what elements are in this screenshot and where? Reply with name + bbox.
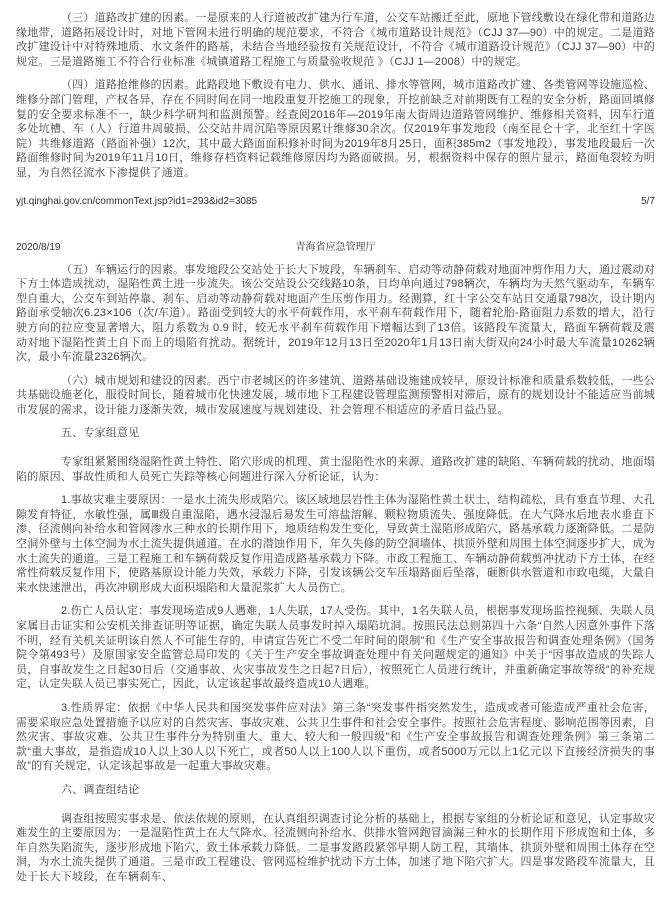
- paragraph-main-causes: 1.事故灾难主要原因：一是水土流失形成陷穴。该区域地层岩性主体为湿陷性黄土状土，结构疏松，具有垂直节理、大孔隙发育特征，水敏性强，属Ⅲ级自重湿陷，遇水浸湿后易发生可溶盐溶解、颗粒物质流失、强度降低。在大气降水后地表水垂直下渗、径流侧向补给水和管网渗水三种水的长期作用下，地质结构发生变化，导致黄土湿陷形成陷穴，路基承载力逐渐降低。二是防空洞外壁与土体空洞为水土流失提供通道。在水的潜蚀作用下，年久失修的防空洞墙体、拱顶外壁和周围土体空洞逐步扩大，成为水土流失的通道。三是工程施工和车辆荷载反复作用造成路基承载力下降。市政工程施工、车辆动静荷载剪冲扰动下方土体，在经常性荷载反复作用下，使路基原设计能力失效，承载力下降，引发该辆公交车压塌路面后坠落，砸断供水管道和市政电缆，大量自来水快速泄出，再次冲刷形成大面积塌陷和大量泥浆扩大人员伤亡。: [16, 494, 655, 594]
- source-url-text: yjt.qinghai.gov.cn/commonText.jsp?id1=293&id2=3085: [16, 195, 258, 207]
- paragraph-road-repair-factors: （四）道路抢维修的因素。此路段地下敷设有电力、供水、通讯、排水等管网，城市道路改扩建、各类管网等设施巡检、维修分部门管理，产权各异，存在不同时间在同一地段重复开挖施工的现象，开挖前缺乏对前期既有工程的安全分析，路面回填修复的安全要求标准不一，缺少科学研判和监测预警。经查阅2016年—2019年南大街周边道路管网维护、维修相关资料，因车行道多处坑槽、车（人）行道井周破损、公交站井周沉陷等原因累计维修30余次。仅2019年事发地段（南至昆仑十字，北至红十字医院）共维修道路（路面补强）12次，其中最大路面面积修补时间为2019年8月25日，面积385m2（事发地段），事发地段最后一次路面维修时间为2019年11月10日，维修存档资料记载维修原因均为路面破损。另，根据资料中保存的照片显示，路面龟裂较为明显，为自然径流水下渗提供了通道。: [16, 79, 655, 179]
- page-number: 5/7: [641, 195, 655, 207]
- paragraph-nature-definition: 3.性质界定：依据《中华人民共和国突发事件应对法》第三条“突发事件指突然发生，造成或者可能造成严重社会危害，需要采取应急处置措施予以应对的自然灾害、事故灾难、公共卫生事件和社会安全事件。按照社会危害程度、影响范围等因素，自然灾害、事故灾难、公共卫生事件分为特别重大、重大、较大和一般四级”和《生产安全事故报告和调查处理条例》第三条第二款“重大事故，是指造成10人以上30人以下死亡，或者50人以上100人以下重伤，或者5000万元以上1亿元以下直接经济损失的事故”的有关规定，认定该起事故是一起重大事故灾难。: [16, 701, 655, 773]
- paragraph-urban-planning-factors: （六）城市规划和建设的因素。西宁市老城区的许多建筑、道路基础设施建成较早，原设计标准和质量系数较低，一些公共基础设施老化，服役时间长，随着城市化快速发展，城市地下工程建设管理监测预警相对滞后，原有的规划设计不能适应当前城市发展的需求，设计能力逐渐失效，城市发展速度与规划建设、社会管理不相适应的矛盾日益凸显。: [16, 374, 655, 416]
- section-heading-expert-opinion: 五、专家组意见: [61, 427, 140, 440]
- paragraph-conclusion: 调查组按照实事求是、依法依规的原则，在认真组织调查讨论分析的基础上，根据专家组的分析论证和意见，认定事故灾难发生的主要原因为：一是湿陷性黄土在大气降水、径流侧向补给水、供排水管网跑冒滴漏三种水的长期作用下形成饱和土体，多年自然失陷流失，逐步形成地下陷穴，致土体承载力降低。二是事发路段紧邻早期人防工程，其墙体、拱顶外壁和周围土体存在空洞，为水土流失提供了通道。三是市政工程建设、管网巡检维护扰动下方土体，加速了地下陷穴扩大。四是事发路段车流量大，且处于长大下坡段，在车辆刹车、: [16, 812, 655, 883]
- section-heading-investigation-conclusion: 六、调查组结论: [61, 783, 140, 796]
- print-page-footer: [16, 195, 655, 208]
- paragraph-vehicle-operation-factors: （五）车辆运行的因素。事发地段公交站处于长大下坡段，车辆刹车、启动等动静荷载对地面冲剪作用力大，通过震动对下方土体造成扰动，湿陷性黄土进一步流失。该公交站设公交线路10条，日均单向通过798辆次，车辆均为天然气驱动车，车辆车型自重大，公交车到站停靠、刹车、启动等动静荷载对地面产生压剪作用力。经测算，红十字公交车站日交通量798次，设计期内路面承受轴次6.23×106（次/车道）。路面受到较大的水平荷载作用，水平刹车荷载作用下，随着轮胎-路面阻力系数的增大，沿行驶方向的拉应变显著增大，阻力系数为 0.9 时，较无水平刹车荷载作用下增幅达到了13倍。该路段车流量大，路面车辆荷载及震动对地下湿陷性黄土自下而上的塌陷有扰动。据统计，2019年12月13日至2020年1月13日南大街双向24小时最大车流量10262辆次，最小车流量2326辆次。: [16, 263, 655, 364]
- print-date: 2020/8/19: [16, 241, 61, 253]
- paragraph-expert-intro: 专家组紧紧围绕湿陷性黄土特性、陷穴形成的机理、黄土湿陷性水的来源、道路改扩建的缺陷、车辆荷载的扰动、地面塌陷的原因、事故性质和人员死亡失踪等核心问题进行深入分析论证，认为：: [16, 456, 655, 483]
- paragraph-road-expansion-factors: （三）道路改扩建的因素。一是原来的人行道被改扩建为行车道，公交车站搬迁至此，原地下管线敷设在绿化带和道路边缘地带，道路拓展设计时，对地下管网未进行明确的规范要求，不符合《城市道路设计规范》（CJJ 37—90）中的规定。二是道路改扩建设计中对特殊地质、水文条件的路基，未结合当地经验按有关规范设计，不符合《城市道路设计规范》（CJJ 37—90）中的规定。三是道路施工不符合行业标准《城镇道路工程施工与质量验收规范 》（CJJ 1—2008）中的规定。: [16, 12, 655, 68]
- paragraph-casualty-determination: 2.伤亡人员认定：事发现场造成9人遇难，1人失联，17人受伤。其中，1名失联人员，根据事发现场监控视频、失联人员家属目击证实和公安机关排查证明等证据，确定失联人员事发时掉入塌陷坑洞。按照民法总则第四十六条“自然人因意外事件下落不明，经有关机关证明该自然人不可能生存的，申请宣告死亡不受二年时间的限制”和《生产安全事故报告和调查处理条例》（国务院令第493号）及原国家安全监管总局印发的《关于生产安全事故调查处理中有关问题规定的通知》中关于“因事故造成的失踪人员，自事故发生之日起30日后（交通事故、火灾事故发生之日起7日后），按照死亡人员进行统计，并重新确定事故等级”的补充规定，认定失联人员已事实死亡，因此，认定该起事故最终造成10人遇难。: [16, 605, 655, 691]
- document-header-title: 青海省应急管理厅: [295, 241, 376, 253]
- print-page-header: [16, 241, 655, 254]
